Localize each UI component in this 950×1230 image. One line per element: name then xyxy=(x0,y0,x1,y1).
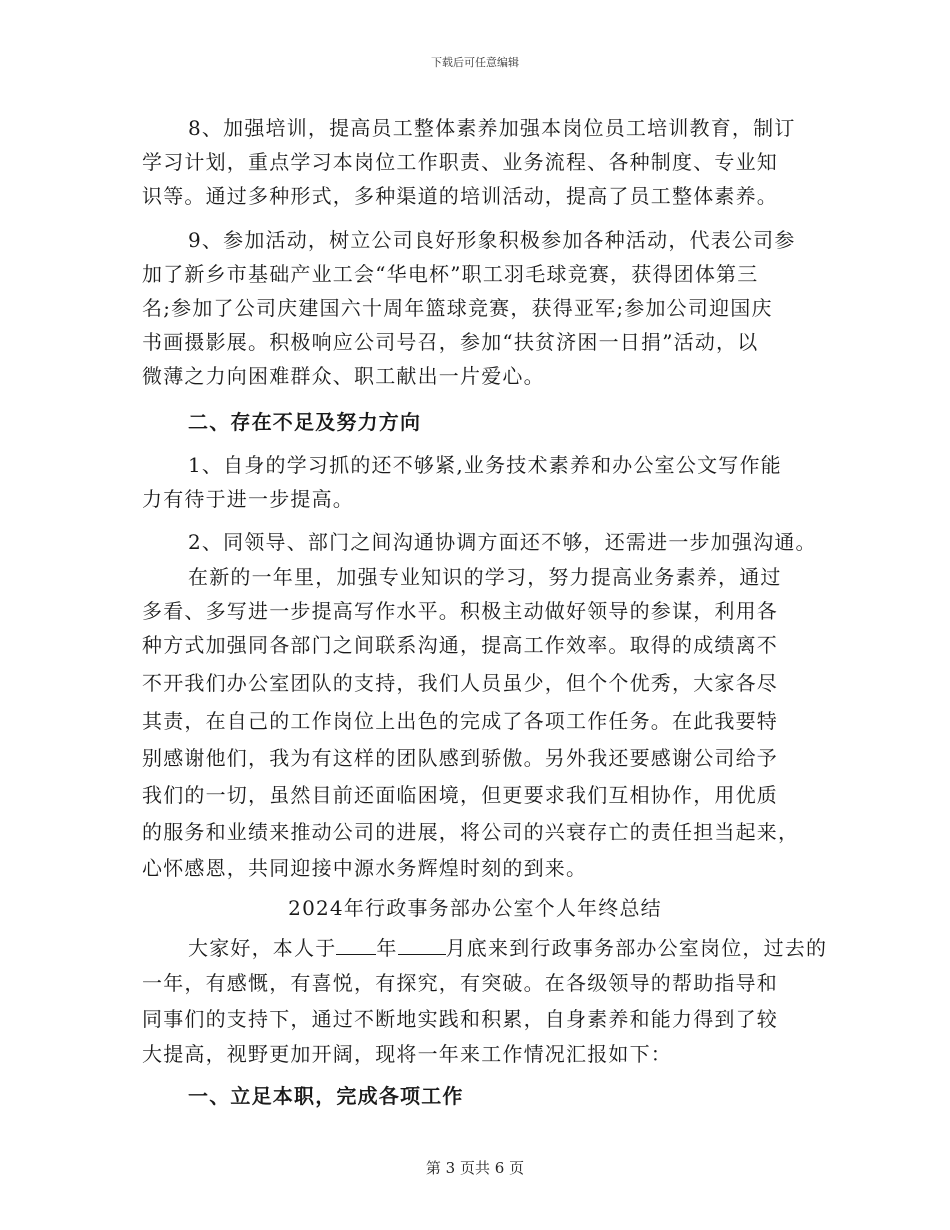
page-footer: 第 3 页共 6 页 xyxy=(425,1159,525,1177)
paragraph-line: 一年，有感慨，有喜悦，有探究，有突破。在各级领导的帮助指导和 xyxy=(142,971,778,995)
section-heading: 二、存在不足及努力方向 xyxy=(188,410,422,434)
document-title: 2024年行政事务部办公室个人年终总结 xyxy=(288,896,662,920)
paragraph-line: 别感谢他们，我为有这样的团队感到骄傲。另外我还要感谢公司给予 xyxy=(142,746,778,770)
paragraph-line: 识等。通过多种形式，多种渠道的培训活动，提高了员工整体素养。 xyxy=(142,184,778,208)
paragraph-line: 书画摄影展。积极响应公司号召，参加“扶贫济困一日捐”活动，以 xyxy=(142,330,759,354)
intro-line xyxy=(188,935,827,961)
paragraph-line: 种方式加强同各部门之间联系沟通，提高工作效率。取得的成绩离不 xyxy=(142,633,778,657)
intro-text: 月底来到行政事务部办公室岗位，过去的 xyxy=(445,936,828,960)
paragraph-line: 多看、多写进一步提高写作水平。积极主动做好领导的参谋，利用各 xyxy=(142,599,778,623)
section-heading: 一、立足本职，完成各项工作 xyxy=(188,1084,464,1108)
intro-text: 大家好，本人于 xyxy=(188,936,337,960)
blank-field xyxy=(336,936,376,955)
paragraph-line: 学习计划，重点学习本岗位工作职责、业务流程、各种制度、专业知 xyxy=(142,150,778,174)
paragraph-line: 同事们的支持下，通过不断地实践和积累，自身素养和能力得到了较 xyxy=(142,1007,778,1031)
paragraph-line: 名;参加了公司庆建国六十周年篮球竞赛，获得亚军;参加公司迎国庆 xyxy=(142,296,773,320)
intro-text: 年 xyxy=(376,936,398,960)
paragraph-line: 大提高，视野更加开阔，现将一年来工作情况汇报如下： xyxy=(142,1042,672,1066)
paragraph-line: 在新的一年里，加强专业知识的学习，努力提高业务素养，通过 xyxy=(188,565,782,589)
paragraph-line: 9、参加活动，树立公司良好形象积极参加各种活动，代表公司参 xyxy=(188,228,796,252)
paragraph-line: 不开我们办公室团队的支持，我们人员虽少，但个个优秀，大家各尽 xyxy=(142,671,778,695)
paragraph-line: 1、自身的学习抓的还不够紧,业务技术素养和办公室公文写作能 xyxy=(188,453,782,477)
paragraph-line: 8、加强培训，提高员工整体素养加强本岗位员工培训教育，制订 xyxy=(188,116,796,140)
paragraph-line: 2、同领导、部门之间沟通协调方面还不够，还需进一步加强沟通。 xyxy=(188,530,817,554)
paragraph-line: 心怀感恩，共同迎接中源水务辉煌时刻的到来。 xyxy=(142,856,588,880)
paragraph-line: 其责，在自己的工作岗位上出色的完成了各项工作任务。在此我要特 xyxy=(142,709,778,733)
paragraph-line: 的服务和业绩来推动公司的进展，将公司的兴衰存亡的责任担当起来， xyxy=(142,820,800,844)
blank-field xyxy=(398,936,446,955)
paragraph-line: 我们的一切，虽然目前还面临困境，但更要求我们互相协作，用优质 xyxy=(142,783,778,807)
paragraph-line: 微薄之力向困难群众、职工献出一片爱心。 xyxy=(142,364,545,388)
paragraph-line: 力有待于进一步提高。 xyxy=(142,487,354,511)
page-header: 下载后可任意编辑 xyxy=(431,56,519,69)
paragraph-line: 加了新乡市基础产业工会“华电杯”职工羽毛球竞赛，获得团体第三 xyxy=(142,262,759,286)
